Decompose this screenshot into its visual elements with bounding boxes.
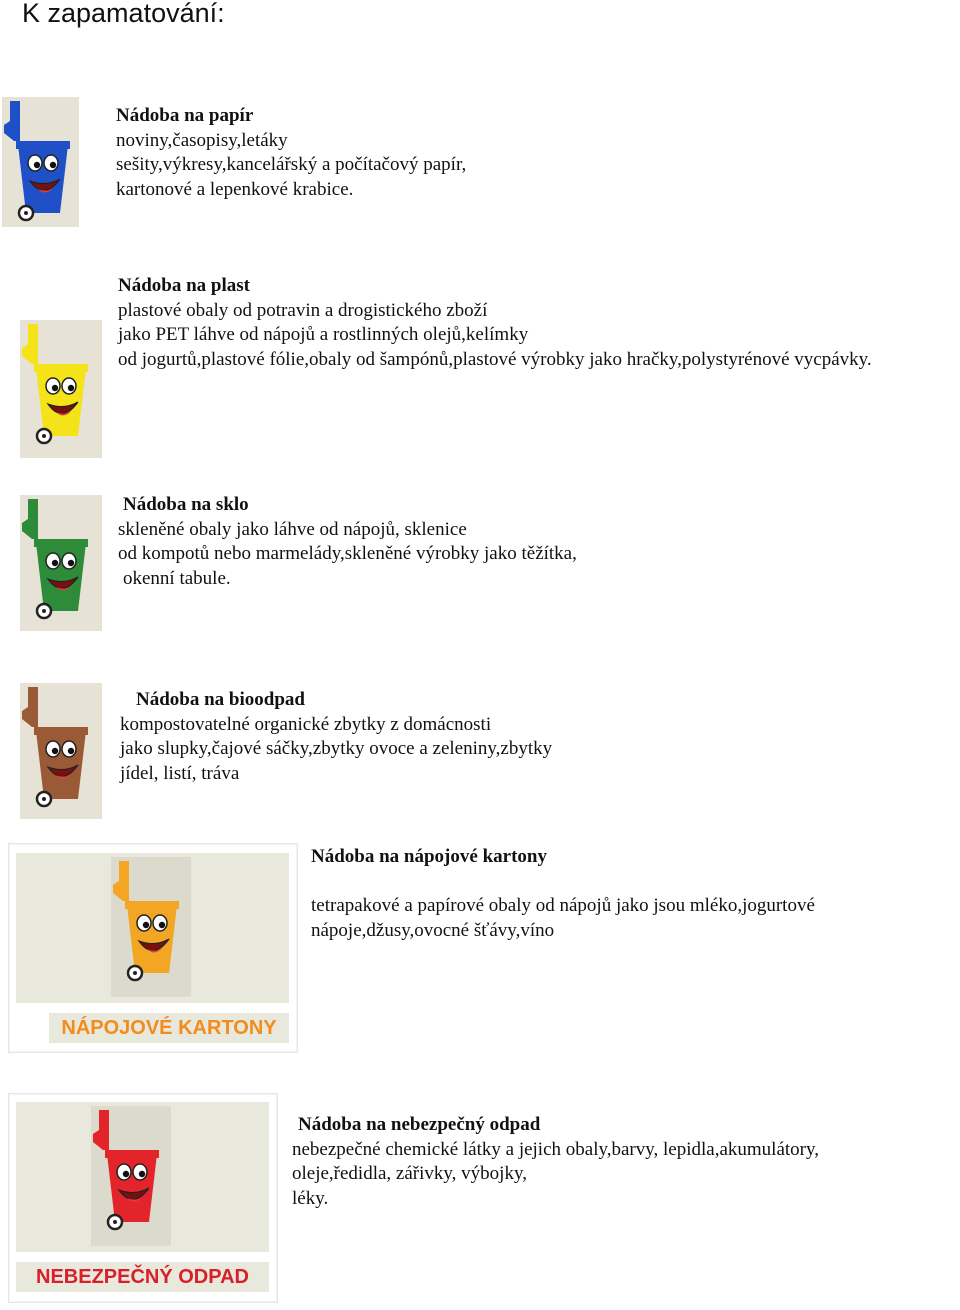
section-line: skleněné obaly jako láhve od nápojů, sklenice	[118, 518, 467, 540]
section-line: jako PET láhve od nápojů a rostlinných olejů,kelímky	[118, 324, 529, 345]
hazardous-bin-icon	[91, 1106, 171, 1246]
section-line: kartonové a lepenkové krabice.	[116, 178, 354, 200]
paper-bin-icon	[2, 97, 79, 227]
section-title: Nádoba na nebezpečný odpad	[298, 1114, 541, 1135]
cartons-card	[8, 843, 298, 1053]
glass-bin-icon	[20, 495, 102, 631]
section-kartony	[311, 845, 815, 943]
section-line: noviny,časopisy,letáky	[116, 129, 288, 151]
section-title: Nádoba na bioodpad	[136, 689, 305, 710]
section-line: plastové obaly od potravin a drogistického zboží	[118, 299, 488, 321]
section-line: oleje,ředidla, zářivky, výbojky,	[292, 1163, 527, 1184]
section-line: nápoje,džusy,ovocné šťávy,víno	[311, 919, 555, 941]
section-papir	[116, 104, 466, 202]
section-title: Nádoba na nápojové kartony	[311, 846, 547, 867]
section-nebezpecny	[292, 1113, 819, 1211]
section-plast	[118, 274, 872, 372]
section-line: jídel, listí, tráva	[120, 762, 240, 784]
section-title: Nádoba na papír	[116, 105, 254, 126]
page-title: K zapamatování:	[22, 0, 225, 28]
section-line: nebezpečné chemické látky a jejich obaly,barvy, lepidla,akumulátory,	[292, 1138, 820, 1160]
bio-bin-icon	[20, 683, 102, 819]
section-line: od jogurtů,plastové fólie,obaly od šampónů,plastové výrobky jako hračky,polystyrénové vycpávky.	[118, 348, 872, 370]
section-line: jako slupky,čajové sáčky,zbytky ovoce a zeleniny,zbytky	[120, 738, 553, 759]
section-title: Nádoba na plast	[118, 275, 250, 296]
cartons-caption: NÁPOJOVÉ KARTONY	[49, 1013, 289, 1043]
section-line: sešity,výkresy,kancelářský a počítačový papír,	[116, 154, 467, 175]
section-bioodpad	[120, 688, 552, 786]
section-line: tetrapakové a papírové obaly od nápojů jako jsou mléko,jogurtové	[311, 895, 815, 916]
section-line: okenní tabule.	[123, 567, 231, 589]
section-title: Nádoba na sklo	[123, 494, 249, 515]
section-sklo	[118, 493, 577, 591]
hazardous-caption: NEBEZPEČNÝ ODPAD	[16, 1262, 269, 1292]
section-line: od kompotů nebo marmelády,skleněné výrobky jako těžítka,	[118, 543, 577, 564]
plastic-bin-icon	[20, 320, 102, 458]
section-line: léky.	[292, 1187, 329, 1209]
hazardous-card	[8, 1093, 278, 1303]
cartons-bin-icon	[111, 857, 191, 997]
section-line: kompostovatelné organické zbytky z domácnosti	[120, 713, 492, 735]
